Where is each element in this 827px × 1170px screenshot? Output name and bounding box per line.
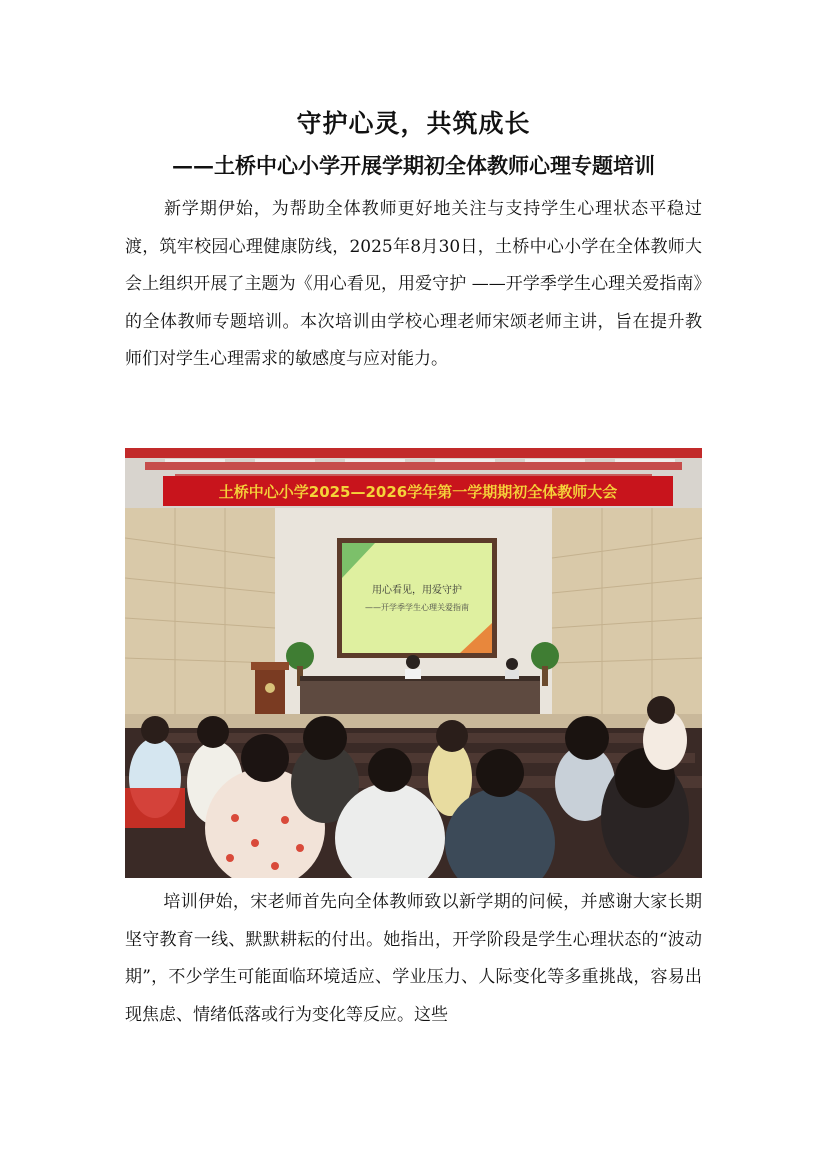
article-title: 守护心灵，共筑成长 xyxy=(296,109,531,138)
screen-title: 用心看见，用爱守护 xyxy=(372,585,462,596)
banner-text: 土桥中心小学2025—2026学年第一学期期初全体教师大会 xyxy=(218,483,618,501)
training-photo xyxy=(125,448,702,878)
paragraph-intro xyxy=(125,191,702,379)
article-subtitle: ——土桥中心小学开展学期初全体教师心理专题培训 xyxy=(172,153,655,178)
screen-subtitle: ——开学季学生心理关爱指南 xyxy=(365,603,469,612)
paragraph-opening xyxy=(125,884,702,1034)
paragraph-intro-text: 新学期伊始，为帮助全体教师更好地关注与支持学生心理状态平稳过渡，筑牢校园心理健康防线，2025年8月30日，土桥中心小学在全体教师大会上组织开展了主题为《用心看见，用爱守护 ——开学季学生心理关爱指南》的全体教师专题培训。本次培训由学校心理老师宋颂老师主讲，旨在提升教师们对学生心理需求的敏感度与应对能力。 xyxy=(125,199,702,369)
paragraph-opening-text: 培训伊始，宋老师首先向全体教师致以新学期的问候，并感谢大家长期坚守教育一线、默默耕耘的付出。她指出，开学阶段是学生心理状态的“波动期”，不少学生可能面临环境适应、学业压力、人际变化等多重挑战，容易出现焦虑、情绪低落或行为变化等反应。这些 xyxy=(125,892,702,1025)
projection-screen xyxy=(342,543,492,653)
